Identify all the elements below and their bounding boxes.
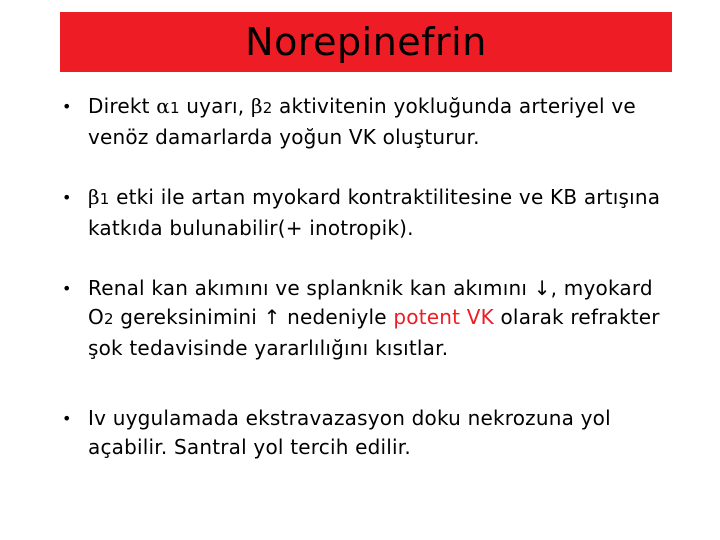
bullet-text: aktivitenin yokluğunda arteriyel ve venöz damarlarda yoğun VK oluşturur. bbox=[88, 94, 636, 149]
bullet-text: gereksinimini bbox=[113, 305, 264, 329]
alpha-symbol: α bbox=[156, 94, 170, 118]
receptor-subtype: 1 bbox=[169, 99, 180, 117]
arrow-down-icon: ↓ bbox=[533, 276, 551, 300]
beta-symbol: β bbox=[88, 185, 100, 209]
receptor-subtype: 2 bbox=[262, 99, 273, 117]
title-banner bbox=[60, 12, 672, 72]
bullet-item-beta1-effect bbox=[62, 183, 682, 243]
bullet-dot-icon: • bbox=[62, 97, 72, 116]
bullet-text: , myokard O bbox=[88, 276, 653, 329]
beta-symbol: β bbox=[250, 94, 263, 118]
bullet-text: olarak refrakter şok tedavisinde yararlılığını kısıtlar. bbox=[88, 305, 660, 360]
bullet-item-extravasation bbox=[62, 404, 682, 462]
oxygen-subscript: 2 bbox=[103, 310, 114, 328]
bullet-dot-icon: • bbox=[62, 279, 72, 298]
arrow-up-icon: ↑ bbox=[263, 305, 281, 329]
bullet-item-renal-flow bbox=[62, 274, 682, 363]
bullet-text: etki ile artan myokard kontraktilitesine ve KB artışına katkıda bulunabilir(+ inotropik). bbox=[88, 185, 661, 240]
bullet-item-alpha1-effect bbox=[62, 92, 682, 152]
bullet-text: nedeniyle bbox=[280, 305, 394, 329]
bullet-dot-icon: • bbox=[62, 188, 72, 207]
bullet-text: Renal kan akımını ve splanknik kan akımını bbox=[88, 276, 534, 300]
receptor-subtype: 1 bbox=[99, 190, 110, 208]
highlight-potent-vk: potent VK bbox=[393, 305, 494, 329]
bullet-text: Iv uygulamada ekstravazasyon doku nekrozuna yol açabilir. Santral yol tercih edilir. bbox=[88, 406, 611, 459]
bullet-text: Direkt bbox=[88, 94, 157, 118]
bullet-text: uyarı, bbox=[179, 94, 251, 118]
bullet-dot-icon: • bbox=[62, 409, 72, 428]
bullet-list bbox=[62, 92, 682, 462]
slide-title: Norepinefrin bbox=[245, 20, 487, 64]
